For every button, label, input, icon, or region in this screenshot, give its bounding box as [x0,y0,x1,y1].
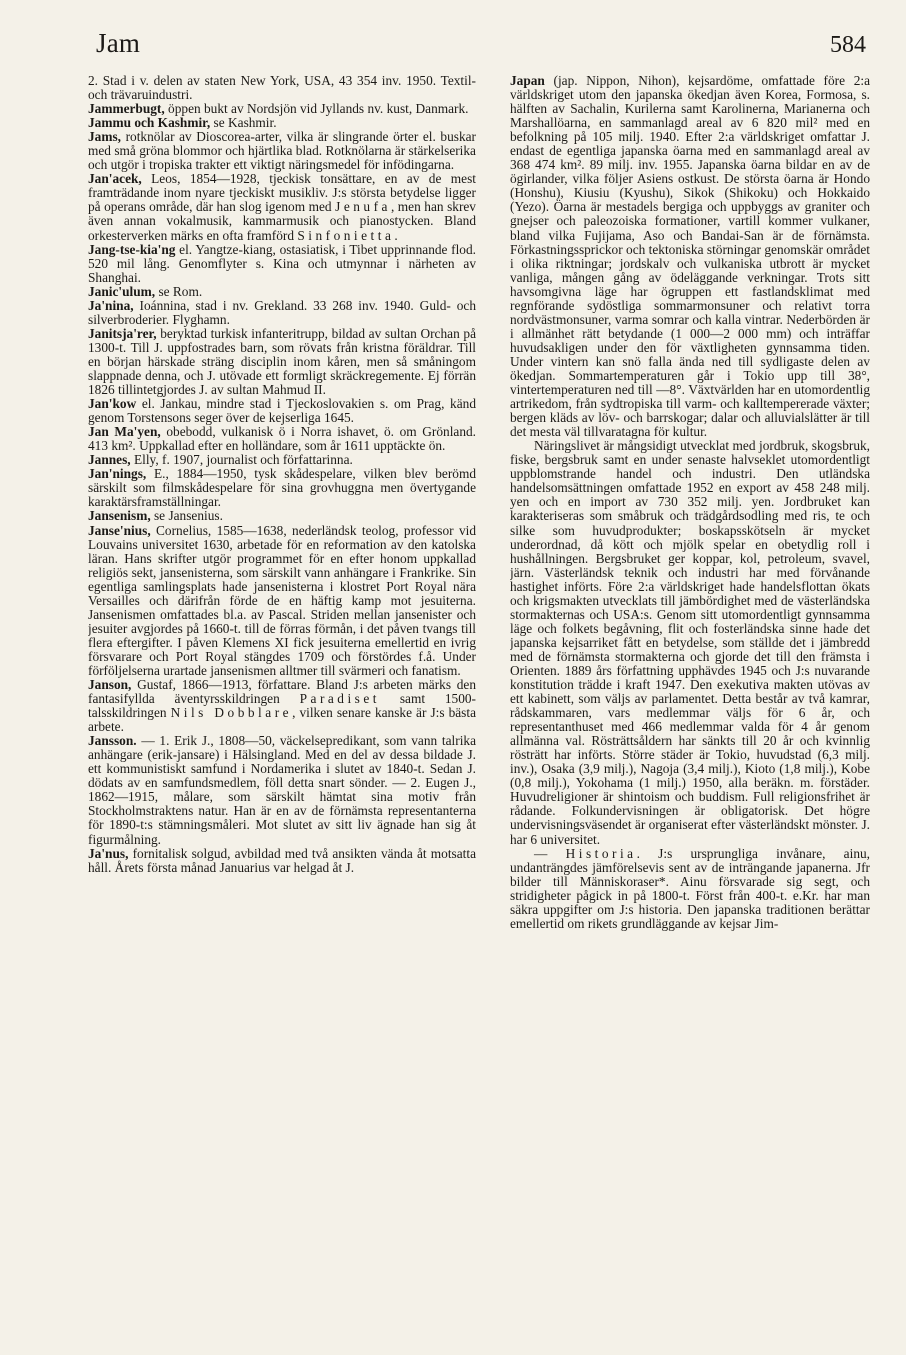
dictionary-entry [88,678,476,734]
entry-text: se Rom. [155,283,203,299]
entry-text: (jap. Nippon, Nihon), kejsardöme, omfattade före 2:a världskriget utom den japanska ökedjan även Korea, Formosa, s. hälften av Sachalin, Kurilerna samt Karolinerna, Marianerna och Marshallöarna, en sammanlagd areal av 6 820 mil² med en befolkning på 105 milj. 1940. Efter 2:a världskriget omfattar J. endast de egentliga japanska öarna med en sammanlagd areal av 368 474 km². 89 milj. inv. 1955. Japanska öarna bildar en av de ögirlander, vilka följer Asiens ostkust. De största öarna är Hondo (Honshu), Kiusiu (Kyushu), Sikok (Shikoku) och Hokkaido (Yezo). Öarna är mestadels bergiga och uppbyggs av graniter och gnejser och paleozoiska formationer, vartill kommer vulkaner, bland vilka Fujijama, Aso och Bandai-San är de förnämsta. Förkastningssprickor och tektoniska störningar genomskär området i olika riktningar; jordskalv och vulkaniska utbrott är mycket vanliga, mången gång av ödeläggande verkningar. Trots sitt havsomgivna läge har ögruppen ett fastlandsklimat med regnförande sydöstliga sommarmonsuner och relativt torra nordvästmonsuner, varma somrar och kalla vintrar. Nederbörden är i allmänhet rätt betydande (1 000—2 000 mm) och inträffar huvudsakligen under den för växtligheten gynnsamma tiden. Under vintern kan snö falla ända ned till sydligaste delen av ökedjan. Sommartemperaturen går i Tokio upp till 38°, vintertemperaturen ned till —8°. Växtvärlden har en utomordentlig artrikedom, från sydtropiska till varm- och kalltempererade växter; bergen kläds av löv- och barrskogar; dalar och alluvialslätter är till det mesta väl tillvaratagna för kultur. [510,74,870,440]
entry-text: Ioánnina, stad i nv. Grekland. 33 268 inv. 1940. Guld- och silverbroderier. Flyghamn. [88,297,476,327]
dictionary-entry [88,397,476,425]
entry-text: rotknölar av Dioscorea-arter, vilka är slingrande örter el. buskar med små gröna blommor och hjärtlika blad. Rotknölarna är stärkelserika och utgör i tropiska trakter ett viktigt näringsmedel för infödingarna. [88,129,476,173]
entry-headword: Jansson. [88,733,137,749]
entry-text: Leos, 1854—1928, tjeckisk tonsättare, en av de mest framträdande inom nyare tjeckiskt musikliv. J:s största betydelse ligger på operans område, där han slog igenom med [88,171,476,215]
entry-japan [510,74,870,439]
dictionary-entry [88,425,476,453]
entry-text: se Kashmir. [210,115,277,131]
dictionary-entry [88,130,476,172]
entry-text: . [394,227,398,243]
entry-headword: Janitsja'rer, [88,325,157,341]
dictionary-entry [88,116,476,130]
entry-headword: Japan [510,74,545,88]
dictionary-entry [88,734,476,846]
dictionary-entry [88,847,476,875]
entry-headword: Ja'nina, [88,297,134,313]
entry-text: se Jansenius. [150,508,223,524]
entry-text: el. Yangtze-kiang, ostasiatisk, i Tibet upprinnande flod. 520 mil lång. Genomflyter s. Kina och utmynnar i närheten av Shanghai. [88,241,476,285]
left-column [88,74,476,1334]
entry-text: öppen bukt av Nordsjön vid Jyllands nv. kust, Danmark. [164,101,469,117]
paragraph-history: — Historia. J:s ursprungliga invånare, ainu, undanträngdes jämförelsevis sent av de inträngande japanerna. Jfr bilder till Människoraser*. Ainu försvarade sig segt, och stridigheter pågick in på 1800-t. Först från 400-t. e.Kr. har man säkra uppgifter om J:s historia. Den japanska traditionen berättar emellertid om rikets grundläggande av kejsar Jim- [510,845,870,931]
entry-title-spaced: Paradiset [299,691,381,707]
entry-headword: Jansenism, [88,508,151,524]
dictionary-entry [88,74,476,102]
page-number: 584 [830,32,866,58]
entry-text: , men han skrev även annan vokalmusik, kammarmusik och pianostycken. Bland orkesterverken märks en ofta framförd [88,199,476,243]
dictionary-entry [88,524,476,679]
entry-title-spaced: Jenufa [335,199,391,215]
entry-text: — 1. Erik J., 1808—50, väckelsepredikant, som vann talrika anhängare (erik-jansare) i Hälsingland. Med en del av dessa bildade J. ett kommunistiskt samfund i Nordamerika i slutet av 1840-t. Sedan J. dödats av en samfundsmedlem, föll detta snart sönder. — 2. Eugen J., 1862—1915, målare, som särskilt hämtat sina motiv från Stockholmstraktens natur. Han är en av de förnämsta representanterna för 1890-t:s stämningsmåleri. Mot slutet av sitt liv ägnade han sig åt figurmålning. [88,733,476,847]
entry-headword: Jannes, [88,452,131,468]
entry-headword: Jan'acek, [88,171,142,187]
entry-title-spaced: Sinfonietta [297,227,395,243]
entry-text: samt 1500-talsskildringen [88,691,476,721]
entry-text: , vilken senare kanske är J:s bästa arbete. [88,705,476,735]
entry-headword: Jang-tse-kia'ng [88,241,176,257]
dictionary-entry [88,509,476,523]
entry-headword: Jan'nings, [88,466,147,482]
section-title-history: Historia [565,845,637,861]
entry-text: Cornelius, 1585—1638, nederländsk teolog, professor vid Louvains universitet 1630, arbetade för en reformation av den katolska läran. Hans skrifter utgör programmet för en efter honom uppkallad religiös sekt, jansenisterna, som särskilt vann anhängare i Frankrike. Sin egentliga samlingsplats hade jansenisterna i klostret Port Royal nära Versailles och därifrån förde de en häftig kamp mot jesuiterna. Jansenismen omfattades bl.a. av Pascal. Striden mellan jansenister och jesuiter avgjordes på 1660-t. till de förras förmån, i det påven tvangs till flera eftergifter. I påven Klemens XI fick jesuiterna emellertid en ivrig försvarare och Port Royal stängdes 1709 och förstördes f.å. Under förföljelserna urartade jansenismen alltmer till svärmeri och fanatism. [88,522,476,678]
dictionary-entry [88,299,476,327]
entry-text: fornitalisk solgud, avbildad med två ansikten vända åt motsatta håll. Årets första månad Januarius var helgad åt J. [88,845,476,875]
dictionary-entry [88,102,476,116]
entry-headword: Jammerbugt, [88,101,165,117]
entry-headword: Janson, [88,677,132,693]
right-column [510,74,870,1334]
entry-text: E., 1884—1950, tysk skådespelare, vilken blev berömd särskilt som filmskådespelare för sina grovhuggna men övertygande karaktärsframställningar. [88,466,476,510]
entry-text: beryktad turkisk infanteritrupp, bildad av sultan Orchan på 1300-t. Till J. uppfostrades barn, som rövats från kristna föräldrar. Till en början härskade sträng disciplin inom kåren, men så småningom slappnade denna, och J. utövade ett formligt skräckregemente. Ej förrän 1826 tillintetgjordes J. av sultan Mahmud II. [88,325,476,398]
dictionary-entry [88,285,476,299]
entry-text: Gustaf, 1866—1913, författare. Bland J:s arbeten märks den fantasifyllda äventyrsskildringen [88,677,476,707]
dictionary-entry [88,453,476,467]
entry-text: el. Jankau, mindre stad i Tjeckoslovakien s. om Prag, känd genom Torstensons seger över de kejserliga 1645. [88,396,476,426]
entry-headword: Janic'ulum, [88,283,156,299]
dictionary-entry [88,467,476,509]
entry-headword: Jammu och Kashmir, [88,115,211,131]
entry-headword: Jan Ma'yen, [88,424,161,440]
entry-text: obebodd, vulkanisk ö i Norra ishavet, ö. om Grönland. 413 km². Uppkallad efter en holländare, som år 1611 upptäckte ön. [88,424,476,454]
paragraph-economy: Näringslivet är mångsidigt utvecklat med jordbruk, skogsbruk, fiske, bergsbruk samt en under senaste halvseklet utomordentligt uppblomstrande handel och industri. Den utländska handelsomsättningen omfattade 1952 en export av 458 248 milj. yen och en import av 730 352 milj. yen. Jordbruket kan karakteriseras som småbruk och trädgårdsodling med ris, te och silke som huvudprodukter; boskapsskötseln är mycket underordnad, då kött och mjölk spelar en obetydlig roll i hushållningen. Bergsbruket ger koppar, kol, petroleum, svavel, järn. Västerländsk teknik och industri har med förvånande hastighet införts. Före 2:a världskriget hade handelsflottan ökats och krigsmakten utvecklats till jämbördighet med de västerländska stormakternas och USA:s. Genom sitt utomordentligt gynnsamma läge och folkets begåvning, flit och fosterländska sinne hade det japanska kejsarriket fått en betydelse, som ställde det i jämbredd med de förnämsta stormakterna och gjorde det till den främsta i Orienten. 1889 års författning upphävdes 1945 och J:s nuvarande konstitution trädde i kraft 1947. Den exekutiva makten utövas av ett kabinett, som väljs av parlamentet. Detta består av två kamrar, rådskammaren, vars medlemmar väljs för 6 år, och representanthuset med 466 medlemmar valda för 4 år genom allmänna val. Rösträttsåldern har sänkts till 20 år och kvinnlig rösträtt har införts. Större städer är Tokio, huvudstad (6,3 milj. inv.), Osaka (3,9 milj.), Nagoja (3,4 milj.), Kioto (1,8 milj.), Kobe (0,8 milj.), Yokohama (1 milj.) 1950, alla beräkn. m. förstäder. Huvudreligioner är shintoism och buddism. Full religionsfrihet är rådande. Folkundervisningen är obligatorisk. Det högre undervisningsväsendet är organiserat efter västerländskt mönster. J. har 6 universitet. [510,438,870,847]
guide-word: Jam [96,28,141,58]
entry-text: Elly, f. 1907, journalist och författarinna. [130,452,353,468]
entry-headword: Jams, [88,129,121,145]
entry-text: 2. Stad i v. delen av staten New York, USA, 43 354 inv. 1950. Textil- och trävaruindustri. [88,74,476,103]
dictionary-entry [88,243,476,285]
entry-headword: Jan'kow [88,396,137,412]
entry-title-spaced: Nils Dobblare [170,705,293,721]
dictionary-entry [88,172,476,242]
entry-headword: Janse'nius, [88,522,151,538]
dictionary-entry [88,327,476,397]
entry-headword: Ja'nus, [88,845,129,861]
